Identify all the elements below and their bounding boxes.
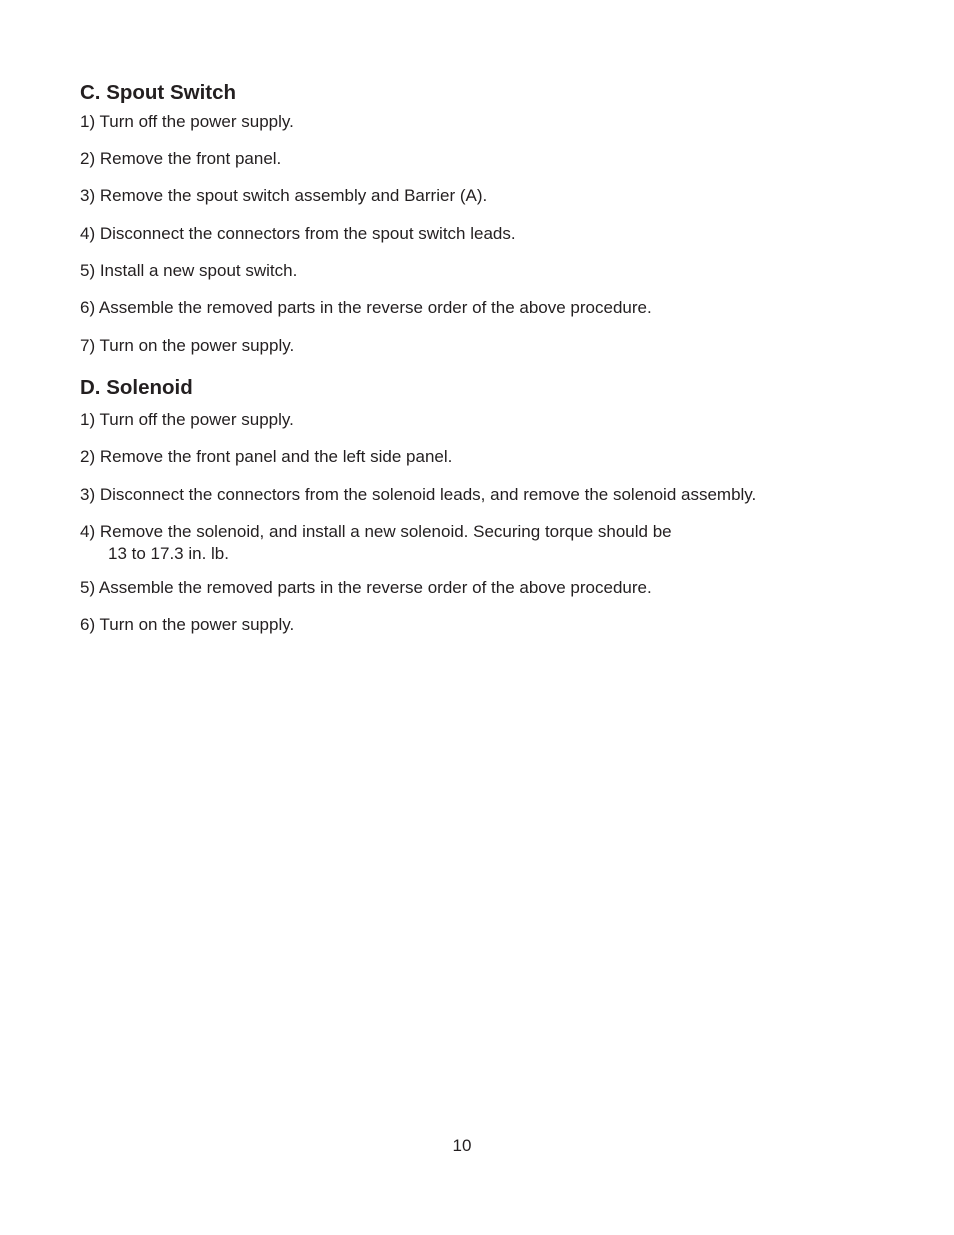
- step-item: 5) Install a new spout switch.: [80, 261, 298, 280]
- step-item: 7) Turn on the power supply.: [80, 336, 295, 355]
- solenoid-steps: [80, 409, 920, 636]
- step-item: 1) Turn off the power supply.: [80, 410, 294, 429]
- step-item: 3) Disconnect the connectors from the solenoid leads, and remove the solenoid assembly.: [80, 485, 757, 504]
- step-continuation: 13 to 17.3 in. lb.: [108, 544, 229, 563]
- section-title-spout-switch: C. Spout Switch: [80, 81, 237, 104]
- step-item: 3) Remove the spout switch assembly and Barrier (A).: [80, 186, 488, 205]
- step-item-torque: [80, 521, 920, 565]
- step-item: 6) Assemble the removed parts in the reverse order of the above procedure.: [80, 298, 652, 317]
- spout-switch-steps: [80, 111, 920, 357]
- step-item: 1) Turn off the power supply.: [80, 112, 294, 131]
- step-item: 2) Remove the front panel.: [80, 149, 282, 168]
- document-page: [80, 79, 920, 636]
- step-item: 4) Disconnect the connectors from the spout switch leads.: [80, 224, 516, 243]
- step-item: 5) Assemble the removed parts in the reverse order of the above procedure.: [80, 578, 652, 597]
- step-text: 4) Remove the solenoid, and install a new solenoid. Securing torque should be: [80, 522, 672, 541]
- step-item: 2) Remove the front panel and the left side panel.: [80, 447, 453, 466]
- section-title-solenoid: D. Solenoid: [80, 376, 193, 399]
- step-item: 6) Turn on the power supply.: [80, 615, 295, 634]
- page-number: 10: [452, 1136, 472, 1155]
